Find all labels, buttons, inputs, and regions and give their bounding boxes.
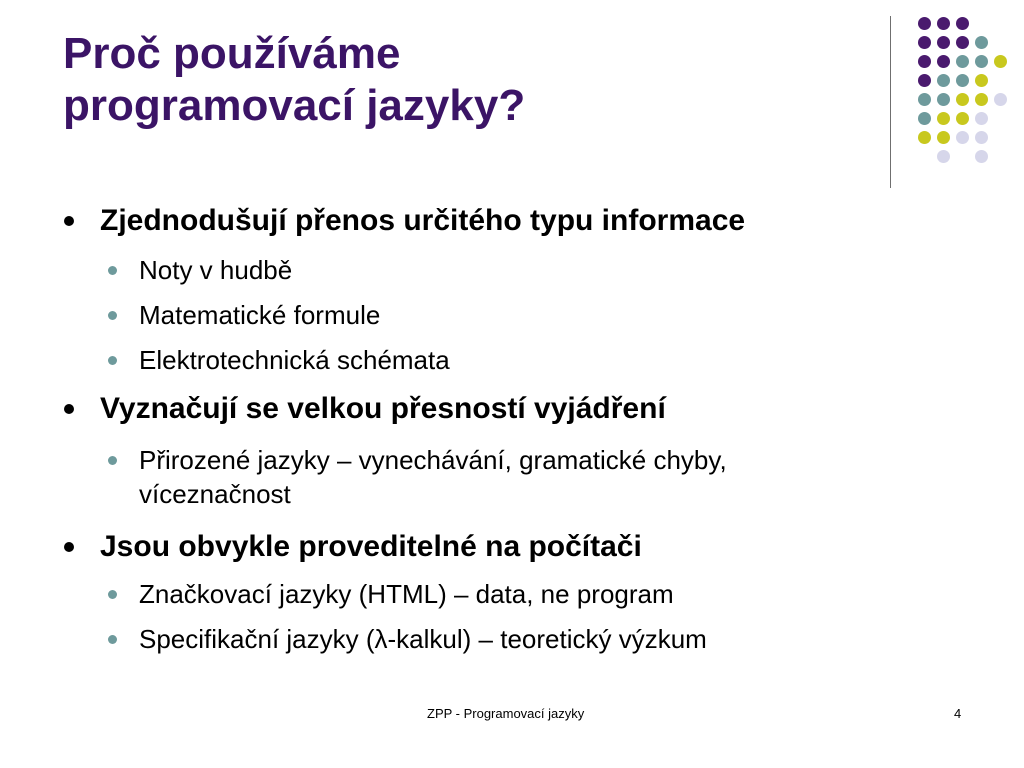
bullet-dot — [64, 542, 74, 552]
decor-dot — [937, 36, 950, 49]
slide-title-line-1: Proč používáme — [63, 29, 401, 78]
decor-dot — [975, 36, 988, 49]
decor-dot — [956, 93, 969, 106]
decor-dot — [994, 55, 1007, 68]
decor-dot — [937, 93, 950, 106]
bullet-text: Jsou obvykle proveditelné na počítači — [100, 530, 642, 563]
bullet-text: Vyznačují se velkou přesností vyjádření — [100, 392, 666, 425]
decor-dot — [918, 36, 931, 49]
decor-dot — [937, 150, 950, 163]
sub-bullet — [139, 298, 899, 332]
decor-dot — [937, 74, 950, 87]
sub-bullet — [139, 577, 899, 611]
bullet-dot — [64, 216, 74, 226]
sub-bullet-text: Elektrotechnická schémata — [139, 345, 450, 375]
decor-dot — [956, 131, 969, 144]
sub-bullet-dot — [108, 266, 117, 275]
decorative-dot-grid — [900, 12, 1010, 172]
sub-bullet-dot — [108, 356, 117, 365]
bullet-1 — [100, 203, 745, 239]
decor-dot — [918, 112, 931, 125]
decor-dot — [956, 74, 969, 87]
bullet-dot — [64, 404, 74, 414]
decor-dot — [937, 55, 950, 68]
sub-bullet-text: Značkovací jazyky (HTML) – data, ne program — [139, 579, 674, 609]
sub-bullet-dot — [108, 590, 117, 599]
sub-bullet-dot — [108, 311, 117, 320]
decor-dot — [937, 112, 950, 125]
bullet-text: Zjednodušují přenos určitého typu informace — [100, 204, 746, 237]
decor-dot — [975, 131, 988, 144]
decor-dot — [918, 17, 931, 30]
sub-bullet — [139, 253, 899, 287]
sub-bullet-text: Přirozené jazyky – vynechávání, gramatické chyby, víceznačnost — [139, 445, 727, 509]
decor-dot — [975, 112, 988, 125]
decor-dot — [956, 55, 969, 68]
decor-dot — [975, 150, 988, 163]
slide-title — [63, 28, 863, 132]
decor-dot — [918, 93, 931, 106]
decor-dot — [975, 93, 988, 106]
footer-title: ZPP - Programovací jazyky — [427, 706, 585, 721]
sub-bullet — [139, 343, 899, 377]
bullet-2 — [100, 391, 666, 427]
decor-dot — [918, 131, 931, 144]
decor-dot — [918, 55, 931, 68]
decor-dot — [994, 93, 1007, 106]
sub-bullet-text: Matematické formule — [139, 300, 381, 330]
bullet-3 — [100, 529, 642, 565]
decor-dot — [956, 112, 969, 125]
sub-bullet-dot — [108, 456, 117, 465]
slide-title-line-2: programovací jazyky? — [63, 81, 526, 130]
sub-bullet — [139, 622, 899, 656]
decor-dot — [918, 74, 931, 87]
decor-dot — [937, 17, 950, 30]
decor-dot — [956, 17, 969, 30]
page-number: 4 — [954, 706, 962, 721]
sub-bullet-text: Specifikační jazyky (λ-kalkul) – teoretický výzkum — [139, 624, 707, 654]
decor-dot — [975, 55, 988, 68]
sub-bullet — [139, 443, 859, 511]
divider-line — [890, 16, 891, 188]
sub-bullet-dot — [108, 635, 117, 644]
sub-bullet-text: Noty v hudbě — [139, 255, 293, 285]
decor-dot — [975, 74, 988, 87]
decor-dot — [937, 131, 950, 144]
decor-dot — [956, 36, 969, 49]
